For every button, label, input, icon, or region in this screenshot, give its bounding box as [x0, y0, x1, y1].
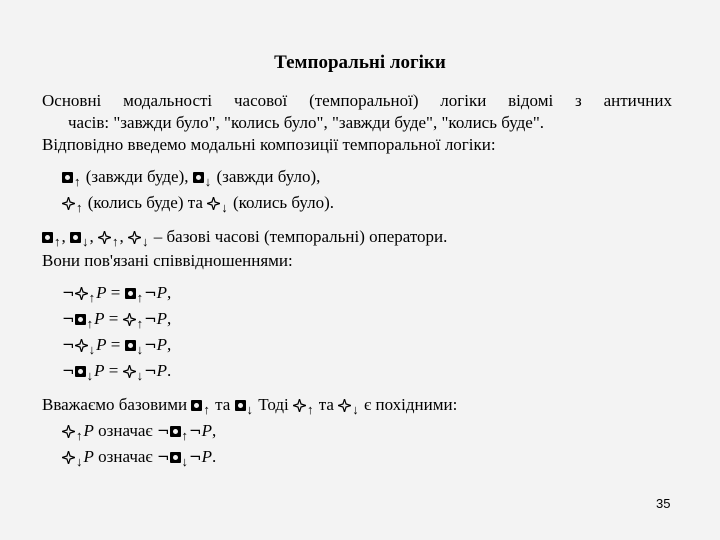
diamond-operator-icon	[338, 399, 351, 412]
related-line: Вони пов'язані співвідношеннями:	[42, 251, 293, 270]
negation-icon: ¬	[144, 310, 157, 328]
relation-1: ¬ ↑P = ↑¬P,	[62, 282, 171, 309]
page-title: Темпоральні логіки	[274, 52, 446, 73]
means-line-1: ↑P означає ¬ ↑¬P,	[62, 420, 216, 447]
box-operator-icon	[170, 452, 181, 463]
arrow-up-icon: ↑	[203, 402, 210, 417]
negation-icon: ¬	[189, 448, 202, 466]
def-line-box: ↑ (завжди буде), ↓ (завжди було),	[62, 166, 320, 193]
negation-icon: ¬	[144, 362, 157, 380]
diamond-operator-icon	[128, 231, 141, 244]
diamond-operator-icon	[62, 197, 75, 210]
arrow-up-icon: ↑	[76, 200, 83, 215]
arrow-up-icon: ↑	[112, 234, 119, 249]
relation-4: ¬ ↓P = ↓¬P.	[62, 360, 171, 387]
basic-operators-line: ↑, ↓, ↑, ↓ – базові часові (темпоральні) оператори.	[42, 226, 447, 253]
arrow-up-icon: ↑	[136, 316, 144, 331]
negation-icon: ¬	[189, 422, 202, 440]
negation-icon: ¬	[62, 362, 75, 380]
page-number: 35	[656, 496, 671, 511]
relation-2: ¬ ↑P = ↑¬P,	[62, 308, 171, 335]
box-operator-icon	[193, 172, 204, 183]
negation-icon: ¬	[156, 422, 170, 440]
intro-line-2: часів: "завжди було", "колись було", "завжди буде", "колись буде".	[68, 113, 545, 132]
box-operator-icon	[70, 232, 81, 243]
arrow-down-icon: ↓	[82, 234, 89, 249]
box-operator-icon	[75, 366, 86, 377]
relation-3: ¬ ↓P = ↓¬P,	[62, 334, 171, 361]
arrow-up-icon: ↑	[88, 290, 96, 305]
arrow-up-icon: ↑	[307, 402, 314, 417]
negation-icon: ¬	[156, 448, 170, 466]
box-operator-icon	[42, 232, 53, 243]
arrow-down-icon: ↓	[181, 454, 189, 469]
arrow-up-icon: ↑	[86, 316, 94, 331]
box-operator-icon	[75, 314, 86, 325]
negation-icon: ¬	[144, 336, 157, 354]
diamond-operator-icon	[123, 365, 136, 378]
arrow-down-icon: ↓	[86, 368, 94, 383]
box-operator-icon	[170, 426, 181, 437]
box-operator-icon	[191, 400, 202, 411]
arrow-down-icon: ↓	[76, 454, 83, 469]
means-line-2: ↓P означає ¬ ↓¬P.	[62, 446, 216, 473]
intro-line-3: Відповідно введемо модальні композиції темпоральної логіки:	[42, 135, 496, 154]
negation-icon: ¬	[62, 284, 75, 302]
arrow-up-icon: ↑	[136, 290, 144, 305]
diamond-operator-icon	[62, 451, 75, 464]
diamond-operator-icon	[123, 313, 136, 326]
arrow-down-icon: ↓	[136, 368, 144, 383]
box-operator-icon	[62, 172, 73, 183]
arrow-up-icon: ↑	[74, 174, 81, 189]
diamond-operator-icon	[62, 425, 75, 438]
negation-icon: ¬	[62, 336, 75, 354]
box-operator-icon	[235, 400, 246, 411]
diamond-operator-icon	[98, 231, 111, 244]
diamond-operator-icon	[207, 197, 220, 210]
arrow-down-icon: ↓	[221, 200, 228, 215]
negation-icon: ¬	[144, 284, 157, 302]
arrow-down-icon: ↓	[246, 402, 254, 417]
arrow-down-icon: ↓	[136, 342, 144, 357]
consider-line: Вважаємо базовими ↑ та ↓ Тоді ↑ та ↓ є похідними:	[42, 394, 457, 421]
diamond-operator-icon	[75, 287, 88, 300]
diamond-operator-icon	[293, 399, 306, 412]
arrow-down-icon: ↓	[204, 174, 212, 189]
box-operator-icon	[125, 340, 136, 351]
arrow-down-icon: ↓	[352, 402, 359, 417]
box-operator-icon	[125, 288, 136, 299]
arrow-down-icon: ↓	[88, 342, 96, 357]
arrow-down-icon: ↓	[142, 234, 149, 249]
arrow-up-icon: ↑	[181, 428, 189, 443]
diamond-operator-icon	[75, 339, 88, 352]
arrow-up-icon: ↑	[76, 428, 83, 443]
intro-line-1: Основні модальності часової (темпоральної) логіки відомі з античних	[42, 91, 672, 110]
arrow-up-icon: ↑	[54, 234, 61, 249]
def-line-diamond: ↑ (колись буде) та ↓ (колись було).	[62, 192, 334, 219]
negation-icon: ¬	[62, 310, 75, 328]
